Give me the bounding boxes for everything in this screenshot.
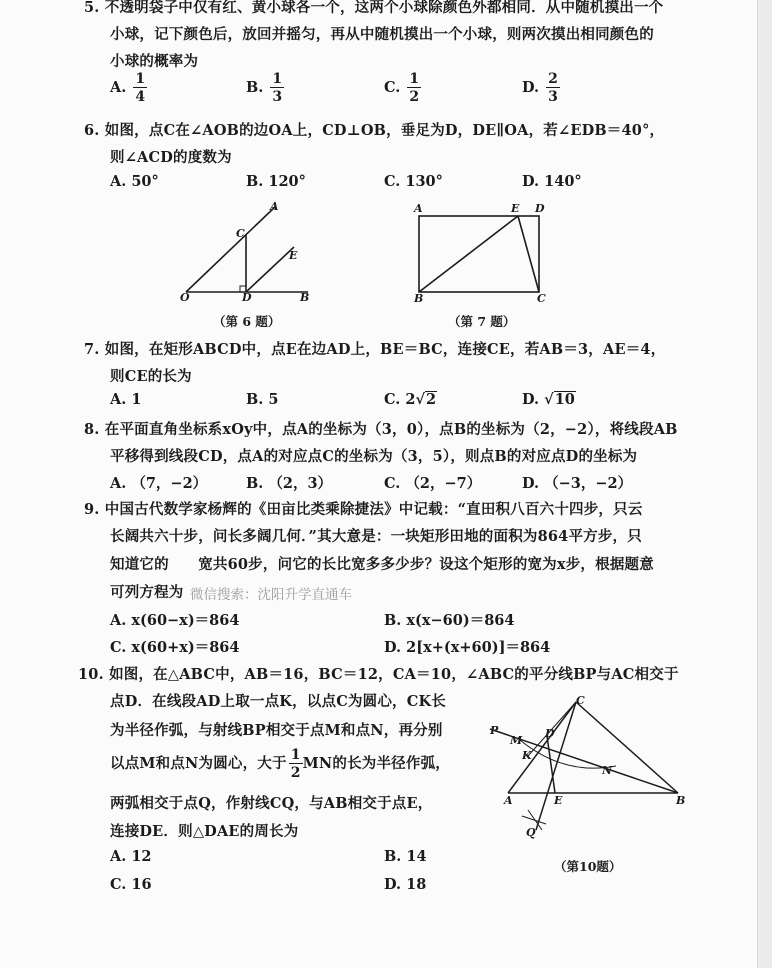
q10-line2: 点D．在线段AD上取一点K，以点C为圆心，CK长 (110, 693, 446, 710)
label-q: Q (526, 826, 536, 839)
q9-option-a: A. x(60−x)＝864 (110, 612, 240, 629)
fraction: $\frac{1}{3}$ (272, 71, 283, 105)
fraction-one-half: $\frac{1}{2}$ (290, 747, 301, 781)
q9-option-b: B. x(x−60)＝864 (384, 612, 515, 629)
q5-line1: 5. 不透明袋子中仅有红、黄小球各一个，这两个小球除颜色外都相同．从中随机摸出一个 (84, 0, 664, 16)
q9-option-d: D. 2[x+(x+60)]＝864 (384, 639, 551, 656)
figure-7 (405, 198, 555, 308)
label-a: A (270, 200, 279, 213)
q8-option-b: B. （2，3） (246, 475, 333, 492)
q6-option-a: A. 50° (110, 173, 159, 190)
q8-line2: 平移得到线段CD，点A的对应点C的坐标为（3，5），则点B的对应点D的坐标为 (110, 448, 638, 465)
label-b: B (676, 794, 686, 807)
watermark-text: 微信搜索：沈阳升学直通车 (190, 587, 352, 603)
q6-option-d: D. 140° (522, 173, 582, 190)
label-b: B (414, 292, 424, 305)
label-e: E (289, 249, 298, 262)
q10-line3: 为半径作弧，与射线BP相交于点M和点N，再分别 (110, 722, 443, 739)
q10-line4: 以点M和点N为圆心，大于 $\frac{1}{2}$ MN的长为半径作弧， (110, 747, 450, 781)
page-edge (757, 0, 772, 968)
q10-option-c: C. 16 (110, 876, 152, 893)
label-d: D (242, 291, 252, 304)
figure-6-caption: （第 6 题） (213, 314, 281, 329)
q5-option-a: A. $\frac{1}{4}$ (110, 71, 146, 105)
q9-option-c: C. x(60+x)＝864 (110, 639, 240, 656)
q5-option-b: B. $\frac{1}{3}$ (246, 71, 283, 105)
q7-option-a: A. 1 (110, 391, 142, 408)
label-d: D (545, 727, 555, 740)
q8-option-a: A. （7，−2） (110, 475, 208, 492)
q6-line1: 6. 如图，点C在∠AOB的边OA上，CD⊥OB，垂足为D，DE∥OA，若∠EDB＝40°， (84, 122, 665, 139)
label-p: P (490, 724, 499, 737)
q7-line2: 则CE的长为 (110, 368, 192, 385)
q6-line2: 则∠ACD的度数为 (110, 149, 232, 166)
label-e: E (554, 794, 563, 807)
q5-line3: 小球的概率为 (110, 53, 199, 70)
q7-line1: 7. 如图，在矩形ABCD中，点E在边AD上，BE＝BC，连接CE，若AB＝3，AE＝4， (84, 341, 666, 358)
q9-line2: 长阔共六十步，问长多阔几何．”其大意是：一块矩形田地的面积为864平方步，只 (110, 528, 642, 545)
label-e: E (511, 202, 520, 215)
segment-ce (518, 216, 539, 292)
q9-line4: 可列方程为 (110, 584, 184, 601)
q10-line5: 两弧相交于点Q，作射线CQ，与AB相交于点E， (110, 795, 433, 812)
q9-line3: 知道它的 宽共60步，问它的长比宽多多少步？设这个矩形的宽为x步，根据题意 (110, 556, 654, 573)
label-c: C (576, 694, 585, 707)
q7-option-b: B. 5 (246, 391, 279, 408)
ray-oa (186, 206, 276, 292)
q10-option-a: A. 12 (110, 848, 152, 865)
label-c: C (537, 292, 546, 305)
label-a: A (414, 202, 423, 215)
side-cb (576, 702, 678, 793)
q5-option-c: C. $\frac{1}{2}$ (384, 71, 420, 105)
q5-line2: 小球，记下颜色后，放回并摇匀，再从中随机摸出一个小球，则两次摸出相同颜色的 (110, 26, 654, 43)
q9-line1: 9. 中国古代数学家杨辉的《田亩比类乘除捷法》中记载：“直田积八百六十四步，只云 (84, 501, 643, 518)
label-k: K (522, 749, 532, 762)
q8-line1: 8. 在平面直角坐标系xOy中，点A的坐标为（3，0），点B的坐标为（2，−2），将线段AB (84, 421, 678, 438)
label-a: A (504, 794, 513, 807)
q6-option-b: B. 120° (246, 173, 306, 190)
q10-line1: 10. 如图，在△ABC中，AB＝16，BC＝12，CA＝10，∠ABC的平分线BP与AC相交于 (78, 666, 679, 683)
q10-line6: 连接DE．则△DAE的周长为 (110, 823, 299, 840)
fraction: $\frac{1}{4}$ (135, 71, 146, 105)
q6-option-c: C. 130° (384, 173, 443, 190)
figure-10-caption: （第10题） (554, 859, 622, 874)
q7-option-c: C. 2√2 (384, 391, 437, 408)
q10-option-d: D. 18 (384, 876, 427, 893)
label-o: O (180, 291, 190, 304)
label-m: M (510, 734, 523, 747)
q10-option-b: B. 14 (384, 848, 427, 865)
q7-option-d: D. √10 (522, 391, 575, 408)
q8-option-c: C. （2，−7） (384, 475, 482, 492)
figure-10 (484, 690, 694, 840)
segment-be (419, 216, 518, 292)
ray-de (246, 247, 294, 292)
figure-7-caption: （第 7 题） (448, 314, 516, 329)
fraction: $\frac{1}{2}$ (409, 71, 420, 105)
label-b: B (300, 291, 310, 304)
fraction: $\frac{2}{3}$ (548, 71, 558, 105)
label-c: C (236, 227, 245, 240)
q8-option-d: D. （−3，−2） (522, 475, 633, 492)
side-ac (508, 702, 576, 793)
q5-option-d: D. $\frac{2}{3}$ (522, 71, 558, 105)
label-d: D (535, 202, 545, 215)
figure-6 (170, 198, 330, 308)
label-n: N (602, 764, 613, 777)
